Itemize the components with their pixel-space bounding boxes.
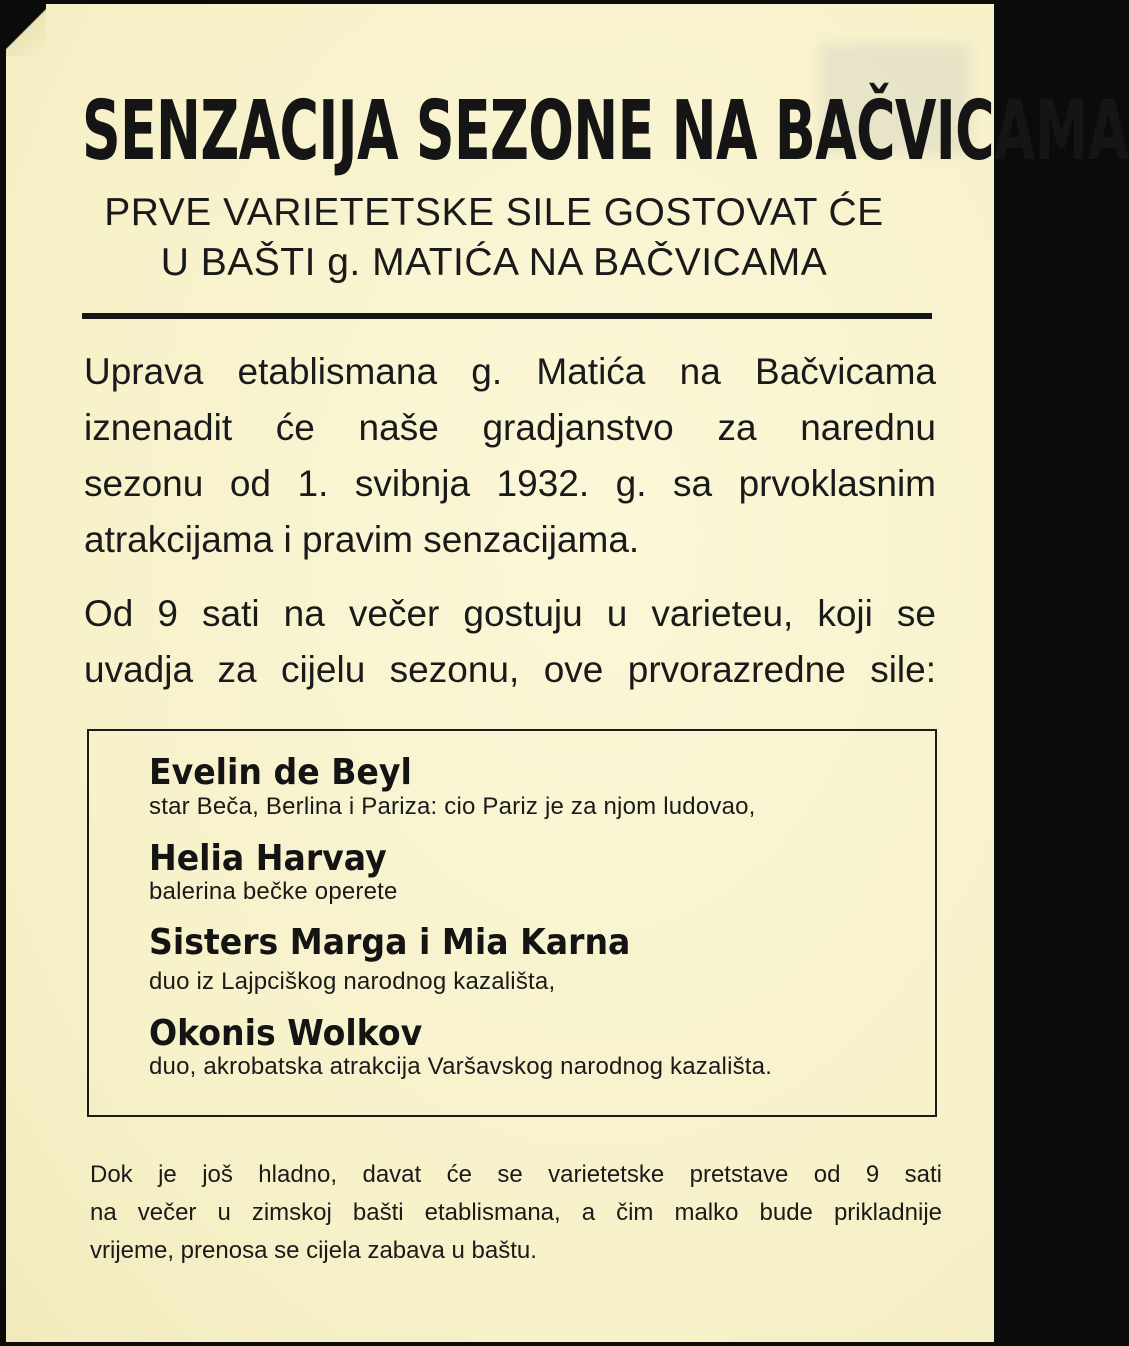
intro-line: iznenadit će naše gradjanstvo za narednu: [84, 407, 936, 448]
performer-description: star Beča, Berlina i Pariza: cio Pariz je za njom ludovao,: [149, 793, 756, 820]
program-line: Od 9 sati na večer gostuju u varieteu, koji se: [84, 593, 936, 634]
program-paragraph: [84, 586, 936, 698]
intro-line: atrakcijama i pravim senzacijama.: [84, 519, 640, 560]
performer-description: duo iz Lajpciškog narodnog kazališta,: [149, 968, 556, 995]
intro-line: Uprava etablismana g. Matića na Bačvicama: [84, 351, 936, 392]
intro-paragraph: [84, 344, 936, 568]
folded-corner: [6, 4, 46, 56]
performer-description: balerina bečke operete: [149, 878, 398, 905]
performers-box: [87, 729, 937, 1117]
performer-name: Okonis Wolkov: [149, 1013, 423, 1054]
footer-line: na večer u zimskoj bašti etablismana, a čim malko bude prikladnije: [90, 1199, 942, 1226]
program-line: uvadja za cijelu sezonu, ove prvorazredne sile:: [84, 649, 936, 690]
subheadline-line-2: U BAŠTI g. MATIĆA NA BAČVICAMA: [160, 241, 828, 284]
footer-line: vrijeme, prenosa se cijela zabava u baštu.: [90, 1237, 537, 1264]
divider-rule: [82, 313, 932, 319]
headline: SENZACIJA SEZONE NA BAČVICAMA: [82, 84, 1129, 179]
performer-name: Helia Harvay: [149, 838, 387, 879]
poster-sheet: [6, 4, 1129, 1342]
performer-name: Evelin de Beyl: [149, 752, 412, 793]
performer-description: duo, akrobatska atrakcija Varšavskog narodnog kazališta.: [149, 1053, 773, 1080]
footer-note: [90, 1156, 942, 1270]
footer-line: Dok je još hladno, davat će se varietetske pretstave od 9 sati: [90, 1161, 942, 1188]
intro-line: sezonu od 1. svibnja 1932. g. sa prvoklasnim: [84, 463, 936, 504]
subheadline-line-1: PRVE VARIETETSKE SILE GOSTOVAT ĆE: [104, 191, 884, 234]
performer-name: Sisters Marga i Mia Karna: [149, 922, 631, 963]
